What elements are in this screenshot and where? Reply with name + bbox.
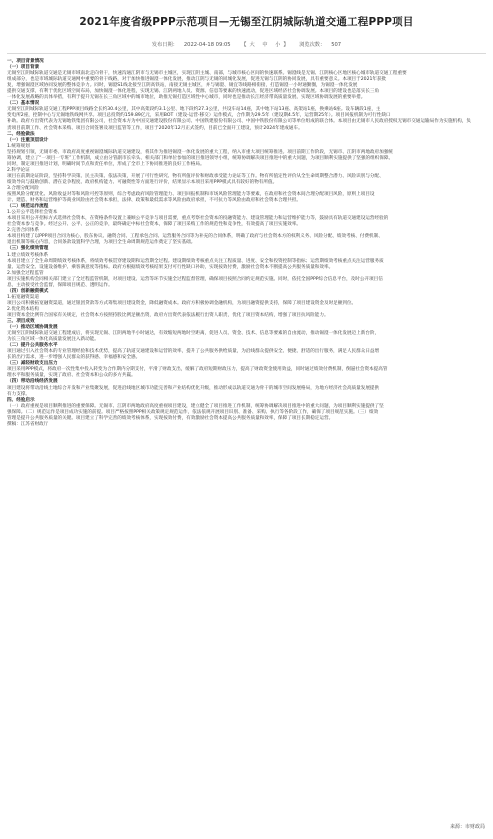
body-line: 2.优化资本结构	[7, 306, 39, 312]
body-line: 项目在前期论证阶段，坚持科学决策、民主决策、依法决策，开展了可行性研究、物有所值评价和财政承受能力论证等工作。物有所值定性评价从全生命周期整合潜力、风险识别与分配、	[7, 173, 384, 179]
body-line: 有力支撑。	[7, 391, 30, 397]
body-line: 同时，制定项目推进计划，明确时间节点和责任单位，形成了全市上下协同推进的良好工作格局。	[7, 161, 205, 167]
section-heading: （四）带动沿线经济发展	[7, 379, 58, 385]
body-line: 按照风险分配优化、风险收益对等和风险可控等原则，综合考虑政府风险管理能力、项目回报机制和市场风险管理能力等要素，在政府和社会资本间合理分配项目风险，原则上项目设	[7, 192, 375, 198]
title-divider	[7, 53, 486, 54]
article-meta	[7, 41, 486, 48]
view-count-label: 浏览次数：	[299, 42, 326, 48]
body-line: 撰稿：江苏省财政厅	[7, 421, 49, 427]
section-heading: （一）注重顶层设计	[7, 137, 49, 143]
body-line: 计、建造、财务和运营维护等商业风险由社会资本承担，法律、政策和最低需求等风险由政府承担，不可抗力等风险由政府和社会资本合理共担。	[7, 198, 302, 204]
body-line: 息，主动接受社会监督，保障项目规范、透明运作。	[7, 282, 113, 288]
publish-date-value: 2022-04-18 09:05	[183, 42, 231, 48]
body-line: 项目建设将带动沿线土地综合开发和产业集聚发展，促进沿线地区城市功能完善和产业结构优化升级，推动形成以轨道交通为骨干的城市空间发展格局，为地方经济社会高质量发展提供	[7, 385, 380, 391]
body-line: 项目资本金比例符合国家有关规定，社会资本方按照持股比例足额出资，政府方出资代表依法履行出资人职责，优化了项目资本结构，增强了项目抗风险能力。	[7, 312, 329, 318]
view-count	[296, 42, 344, 48]
section-heading: 二、经验做法	[7, 131, 35, 137]
body-line: 补助。政府方出资代表为无锡地铁集团有限公司，社会资本方为中国交通建设股份有限公司、中国铁建股份有限公司、中国中铁股份有限公司等单位组成的联合体。本项目由无锡市人民政府授权无锡市交通运输局作为实施机构，负	[7, 119, 471, 125]
body-line: 理水平和服务质量，实现了政府、社会资本和公众的多方共赢。	[7, 373, 136, 379]
section-heading: （四）创新融资模式	[7, 288, 49, 294]
body-line: 1.建立绩效考核体系	[7, 252, 49, 258]
section-heading: 四、经验启示	[7, 397, 35, 403]
article-source: 来源：市财政局	[449, 824, 485, 830]
body-line: 项目公司积极拓宽融资渠道，通过银团贷款等方式筹集项目建设资金，降低融资成本。政府方积极协调金融机构，为项目融资提供支持，保障了项目建设资金及时足额到位。	[7, 300, 357, 306]
body-line: 组成部分，也是市域城际轨道交通网中重要的骨干线路，对于加快推进锡澄一体化发展，推动江阴与无锡的同城化发展，促进无锡与江阴的协同发展，具有重要意义。本项目于2021年获批	[7, 77, 387, 83]
font-size-medium-link[interactable]: 中	[262, 42, 268, 48]
body-line: 量、运营安全、设施设备维护、乘客满意度等指标。政府方根据绩效考核结果支付可行性缺口补助，实现按效付费，激励社会资本不断提高公共服务质量和效率。	[7, 264, 334, 270]
body-line: 复，增强锡澄区域协同发展的整体竞争力。同时，锡澄S1线北接至江阴高铁站，南接无锡主城区，并与锡澄、锡宜等线路相衔接，打造锡澄一小时通勤圈，为锡澄一体化发展	[7, 83, 358, 89]
publish-date-label: 发布日期：	[151, 42, 178, 48]
body-line: 为长三角区域一体化高质量发展注入新动能。	[7, 337, 99, 343]
section-heading: （二）基本情况	[7, 101, 40, 107]
body-line: 无锡至江阴城际轨道交通工程PPP项目线路全长约30.4公里，其中高架段约3.1公里、地下段约27.3公里，共设车站14座，其中地下站13座、高架站1座，换乘站6座。设车辆段1座，主	[7, 107, 381, 113]
body-line: 无锡至江阴城际轨道交通是无锡市域南北走向骨干，快速沟通江阴市与无锡市主城区，实现江阴主城、南部，与城市核心区间的快速联系。锡澄线是无锡、江阴核心区地区核心城市轨道交通工程重要	[7, 71, 407, 77]
body-line: （一）政府重视是项目顺利推进的重要保障。无锡市、江阴市两地政府高度重视项目建设，建立健全了项目推进工作机制，统筹协调解决项目推进中的重大问题，为项目顺利实施提供了坚	[7, 403, 384, 409]
body-line: 长的出行需求，进一步增强人民群众的获得感、幸福感和安全感。	[7, 355, 141, 361]
section-heading: 三、项目成效	[7, 319, 35, 325]
body-line: 项目采用PPP模式，将政府一次性集中投入转变为合作期内分期支付，平滑了财政支出，缓解了政府短期财政压力，提高了财政资金使用效益，同时通过绩效付费机制，倒逼社会资本提高管	[7, 367, 388, 373]
font-size-large-link[interactable]: 大	[249, 42, 255, 48]
section-heading: 一、项目背景情况	[7, 59, 44, 64]
body-line: 社会资本参与竞争。经过公开、公平、公正的竞争，最终确定中标社会资本，保障了项目采购工作的规范性和竞争性，有效提高了项目实施效率。	[7, 222, 302, 228]
article-title: 2021年度省级PPP示范项目—无锡至江阴城际轨道交通工程PPP项目	[79, 16, 414, 28]
view-count-value: 507	[331, 42, 342, 48]
body-line: 退出机制等核心内容，合同条款设置科学合理，为项目全生命周期规范运作奠定了坚实基础。	[7, 240, 196, 246]
body-line: 变电所2座，控制中心与无锡地铁线网共享。项目总投资约159.89亿元，采用BOT（建设-运营-移交）运作模式，合作期为29.5年（建设期4.5年，运营期25年）。项目回报机制为可行性缺口	[7, 113, 391, 119]
section-heading: （一）推动区域协调发展	[7, 325, 58, 331]
body-line: 一体化发展战略的具体举措，有利于提升无锡在长三角区域中的城市地位，助推无锡打造区域性中心城市，同时也是推动长江经济带高质量发展、实现区域协调发展的重要举措。	[7, 95, 366, 101]
body-line: 强保障。（二）规范运作是项目成功实施的前提。项目严格按照PPP相关政策规定规范运作，依法依规开展项目识别、准备、采购、执行等各阶段工作，确保了项目规范实施。（三）绩效	[7, 409, 379, 415]
section-heading: （三）减轻财政支出压力	[7, 361, 58, 367]
body-line: 本项目建立了全生命周期绩效考核体系，将绩效考核贯穿建设期和运营期全过程。建设期绩效考核重点关注工程质量、进度、安全和投资控制等指标；运营期绩效考核重点关注运营服务质	[7, 258, 384, 264]
font-size-controls: 【 大 中 小 】	[241, 42, 289, 48]
body-line: 筹协调，建立了“一项目一专班”工作机制，成立由分管副市长牵头、相关部门和单位参加的项目推进领导小组，统筹协调解决项目推进中的重大问题，为项目顺利实施提供了坚强的组织保障。	[7, 155, 394, 161]
body-line: 坚持规划引领，无锡市委、市政府高度重视锡澄城际轨道交通建设，将其作为推进锡澄一体化发展的重大工程，纳入市重大项目统筹推进。项目前期工作阶段，无锡市、江阴市两地政府加强统	[7, 149, 393, 155]
article-body	[7, 59, 486, 428]
body-line: 本项目采用公开招标方式选择社会资本，在资格条件设置上兼顾公平竞争与项目需要，重点考察社会资本的投融资能力、建设管理能力和运营维护能力等，鼓励具有轨道交通建设运营经验的	[7, 216, 389, 222]
section-heading: （一）项目背景	[7, 65, 40, 71]
body-line: 管理是提升公共服务质量的关键。项目建立了科学完善的绩效考核体系，实现按效付费，有效激励社会资本提高公共服务质量和效率，保障了项目长期稳定运营。	[7, 415, 334, 421]
section-heading: （三）强化绩效管理	[7, 246, 49, 252]
body-line: 项目实施机构会同相关部门建立了全过程监管机制，对项目建设、运营等环节实施全过程监督管理，确保项目按照合同约定规范实施。同时，依托全国PPP综合信息平台，及时公开项目信	[7, 276, 383, 282]
publish-date	[149, 42, 234, 48]
body-line: 责项目前期工作、社会资本采购、项目合同签署及项目监管等工作，项目于2020年12月正式签约，目前已全面开工建设，预计2024年建成通车。	[7, 125, 303, 131]
body-line: 3.合理分配风险	[7, 185, 39, 191]
body-line: 无锡至江阴城际轨道交通工程建成后，将实现无锡、江阴两地半小时通达，有效缩短两地时空距离，促进人员、资金、技术、信息等要素的自由流动，推动锡澄一体化发展迈上新台阶，	[7, 331, 380, 337]
font-size-small-link[interactable]: 小	[275, 42, 281, 48]
body-line: 1.拓宽融资渠道	[7, 294, 39, 300]
body-line: 1.公开公平选择社会资本	[7, 210, 58, 216]
body-line: 2.完善合同体系	[7, 228, 39, 234]
body-line: 项目通过引入社会资本的专业管理经验和技术优势，提高了轨道交通建设和运营的效率，提升了公共服务供给质量，为沿线群众提供安全、便捷、舒适的出行服务，满足人民群众日益增	[7, 349, 380, 355]
body-line: 本项目构建了以PPP项目合同为核心，股东协议、融资合同、工程承包合同、运营服务合同等为补充的合同体系，明确了政府与社会资本方的权利义务、风险分配、绩效考核、付费机制、	[7, 234, 383, 240]
body-line: 提供交通支撑，有利于优化区域空间布局，加快锡澄一体化进程，实现无锡、江阴两地人员、资源、信息等要素的快速流动，促进区域经济社会协调发展。本项目的建设也是落实长三角	[7, 89, 380, 95]
body-line: 1.统筹规划	[7, 143, 30, 149]
body-line: 2.科学论证	[7, 167, 30, 173]
body-line: 绩效导向与鼓励创新、潜在竞争程度、政府机构能力、可融资性等方面进行评价，结果显示本项目采用PPP模式具有较好的物有所值。	[7, 179, 278, 185]
body-line: 2.加强全过程监管	[7, 270, 44, 276]
section-heading: （二）提升公共服务水平	[7, 343, 58, 349]
section-heading: （二）规范运作流程	[7, 204, 49, 210]
